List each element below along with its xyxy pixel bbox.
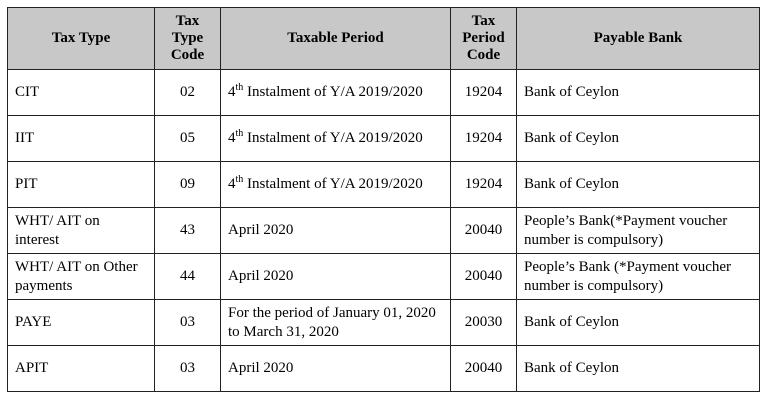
cell-taxable-period: April 2020 bbox=[221, 346, 451, 392]
period-text: Instalment of Y/A 2019/2020 bbox=[247, 130, 423, 146]
period-text: Instalment of Y/A 2019/2020 bbox=[247, 176, 423, 192]
cell-payable-bank: Bank of Ceylon bbox=[517, 70, 760, 116]
cell-tax-period-code: 20040 bbox=[451, 254, 517, 300]
ordinal-number: 4 bbox=[228, 130, 236, 146]
table-row bbox=[8, 162, 760, 208]
cell-tax-period-code: 19204 bbox=[451, 70, 517, 116]
cell-tax-type-code: 09 bbox=[155, 162, 221, 208]
cell-tax-type-code: 03 bbox=[155, 346, 221, 392]
cell-tax-period-code: 20040 bbox=[451, 346, 517, 392]
cell-payable-bank: Bank of Ceylon bbox=[517, 300, 760, 346]
cell-tax-type-code: 44 bbox=[155, 254, 221, 300]
cell-tax-period-code: 20030 bbox=[451, 300, 517, 346]
cell-taxable-period bbox=[221, 116, 451, 162]
cell-tax-type: PIT bbox=[8, 162, 155, 208]
cell-tax-period-code: 20040 bbox=[451, 208, 517, 254]
ordinal-suffix: th bbox=[235, 174, 244, 185]
cell-payable-bank: People’s Bank(*Payment voucher number is compulsory) bbox=[517, 208, 760, 254]
cell-tax-type: IIT bbox=[8, 116, 155, 162]
header-tax-period-code: Tax Period Code bbox=[451, 8, 517, 70]
cell-taxable-period: For the period of January 01, 2020 to March 31, 2020 bbox=[221, 300, 451, 346]
cell-tax-type-code: 43 bbox=[155, 208, 221, 254]
cell-tax-period-code: 19204 bbox=[451, 162, 517, 208]
table-row bbox=[8, 300, 760, 346]
ordinal-number: 4 bbox=[228, 84, 236, 100]
cell-tax-type-code: 05 bbox=[155, 116, 221, 162]
header-taxable-period: Taxable Period bbox=[221, 8, 451, 70]
cell-payable-bank: Bank of Ceylon bbox=[517, 162, 760, 208]
table-row bbox=[8, 346, 760, 392]
cell-payable-bank: Bank of Ceylon bbox=[517, 346, 760, 392]
cell-payable-bank: Bank of Ceylon bbox=[517, 116, 760, 162]
cell-tax-type: WHT/ AIT on Other payments bbox=[8, 254, 155, 300]
cell-taxable-period bbox=[221, 70, 451, 116]
table-header-row bbox=[8, 8, 760, 70]
period-text: Instalment of Y/A 2019/2020 bbox=[247, 84, 423, 100]
table-row bbox=[8, 254, 760, 300]
cell-tax-type: PAYE bbox=[8, 300, 155, 346]
header-payable-bank: Payable Bank bbox=[517, 8, 760, 70]
table-row bbox=[8, 116, 760, 162]
ordinal-number: 4 bbox=[228, 176, 236, 192]
cell-tax-type-code: 02 bbox=[155, 70, 221, 116]
tax-payment-table bbox=[7, 7, 760, 392]
table-row bbox=[8, 208, 760, 254]
cell-tax-type: WHT/ AIT on interest bbox=[8, 208, 155, 254]
cell-taxable-period: April 2020 bbox=[221, 254, 451, 300]
header-tax-type-code: Tax Type Code bbox=[155, 8, 221, 70]
cell-tax-type: APIT bbox=[8, 346, 155, 392]
cell-payable-bank: People’s Bank (*Payment voucher number is compulsory) bbox=[517, 254, 760, 300]
table-row bbox=[8, 70, 760, 116]
cell-tax-period-code: 19204 bbox=[451, 116, 517, 162]
cell-taxable-period: April 2020 bbox=[221, 208, 451, 254]
cell-tax-type-code: 03 bbox=[155, 300, 221, 346]
tax-table-container bbox=[7, 7, 760, 392]
header-tax-type: Tax Type bbox=[8, 8, 155, 70]
cell-taxable-period bbox=[221, 162, 451, 208]
ordinal-suffix: th bbox=[235, 82, 244, 93]
cell-tax-type: CIT bbox=[8, 70, 155, 116]
ordinal-suffix: th bbox=[235, 128, 244, 139]
